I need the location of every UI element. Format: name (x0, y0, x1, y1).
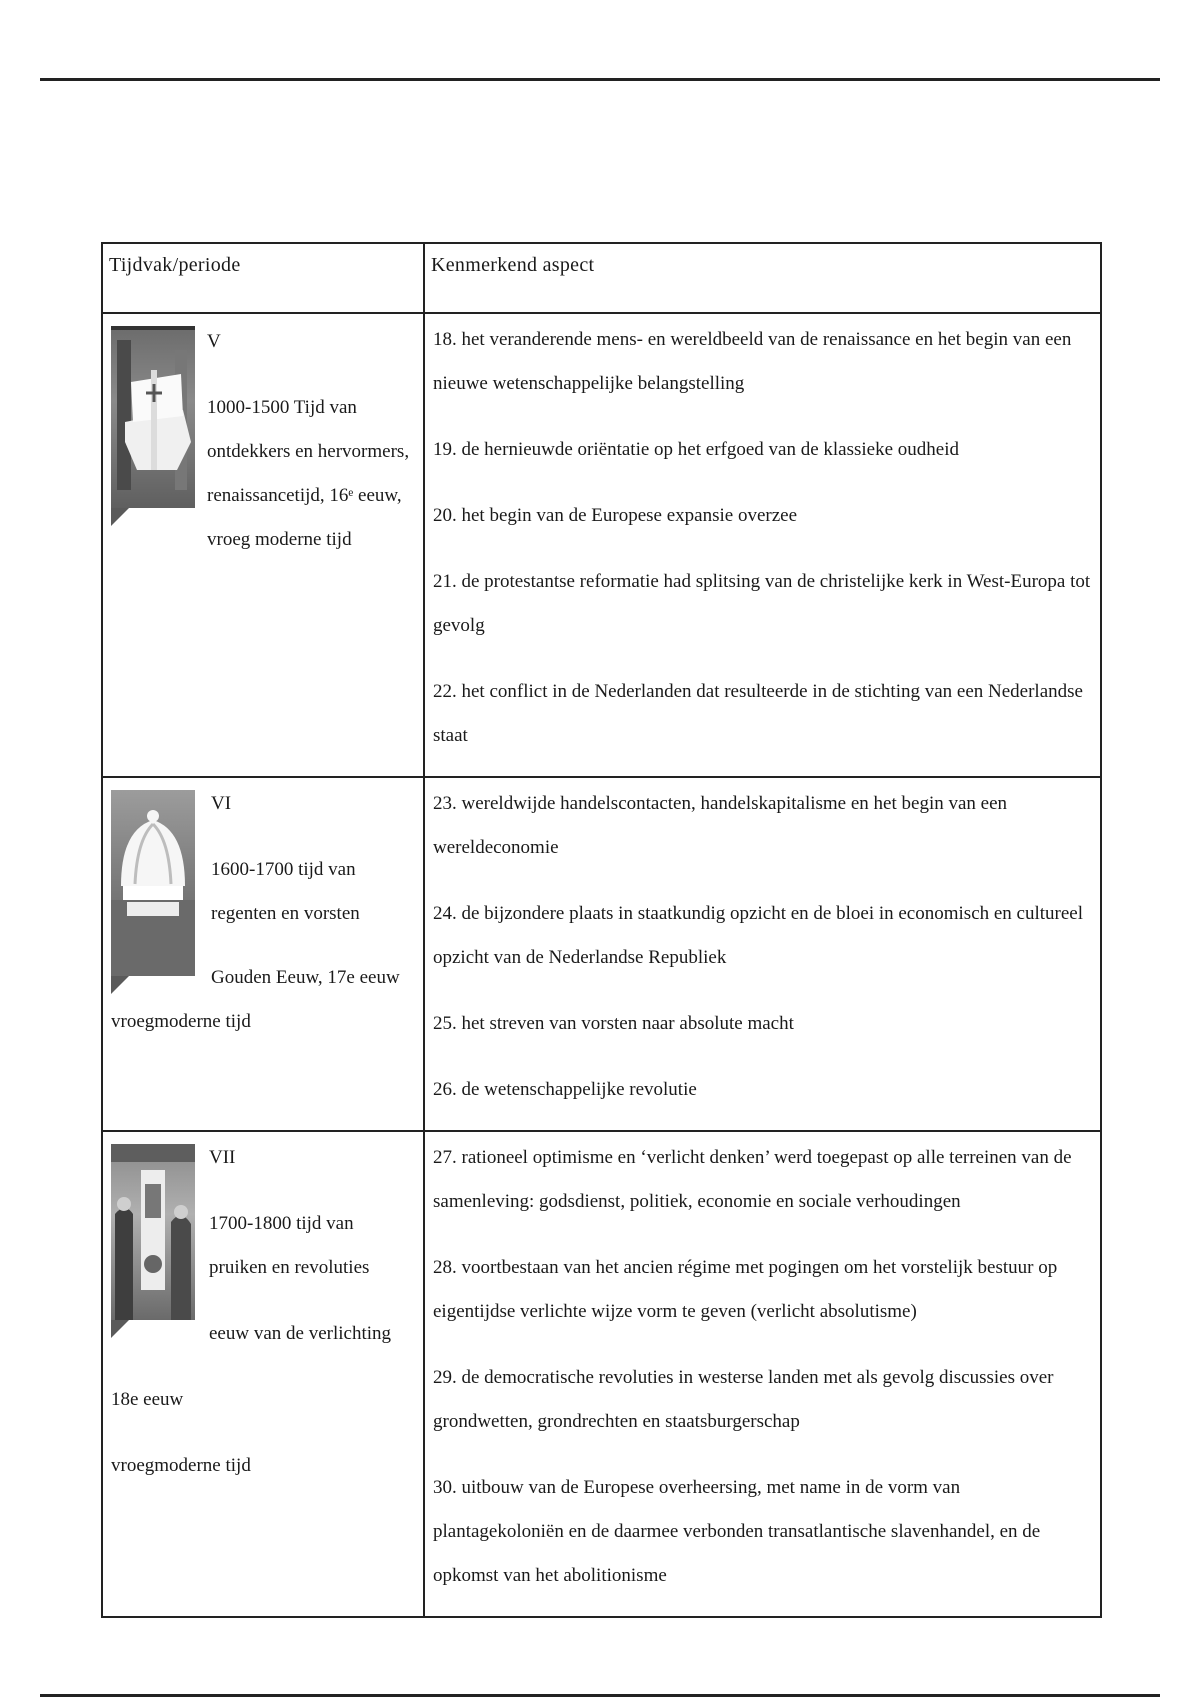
period-description: 1000-1500 Tijd van ontdekkers en hervormers, renaissancetijd, 16ᵉ eeuw, vroeg moderne tijd (207, 397, 410, 550)
aspect-item: 22. het conflict in de Nederlanden dat resulteerde in de stichting van een Nederlandse staat (433, 681, 1083, 746)
period-image (111, 1144, 195, 1338)
period-description: 1700-1800 tijd van pruiken en revoluties (209, 1213, 370, 1278)
period-cell (102, 777, 424, 1131)
period-era: eeuw van de verlichting (209, 1323, 392, 1344)
period-image (111, 326, 195, 526)
aspects-cell (424, 313, 1101, 777)
period-era: Gouden Eeuw, 17e eeuw (211, 967, 400, 988)
table-row (102, 777, 1101, 1131)
timeline-table (101, 242, 1102, 1618)
aspect-item: 29. de democratische revoluties in westerse landen met als gevolg discussies over grondwetten, grondrechten en staatsburgerschap (433, 1367, 1054, 1432)
period-subera: vroegmoderne tijd (111, 1455, 251, 1476)
aspects-cell (424, 777, 1101, 1131)
aspect-item: 18. het veranderende mens- en wereldbeeld van de renaissance en het begin van een nieuwe wetenschappelijke belangstelling (433, 329, 1072, 394)
bottom-rule (40, 1694, 1160, 1697)
aspect-item: 19. de hernieuwde oriëntatie op het erfgoed van de klassieke oudheid (433, 439, 960, 460)
period-numeral: V (207, 331, 221, 352)
aspects-cell (424, 1131, 1101, 1617)
aspect-item: 27. rationeel optimisme en ‘verlicht denken’ werd toegepast op alle terreinen van de samenleving: godsdienst, politiek, economie en sociale verhoudingen (433, 1147, 1072, 1212)
aspect-item: 23. wereldwijde handelscontacten, handelskapitalisme en het begin van een wereldeconomie (433, 793, 1008, 858)
period-description: 1600-1700 tijd van regenten en vorsten (211, 859, 360, 924)
period-image (111, 790, 195, 994)
crown-icon (111, 790, 195, 976)
period-cell (102, 1131, 424, 1617)
aspect-item: 30. uitbouw van de Europese overheersing, met name in de vorm van plantagekoloniën en de daarmee verbonden transatlantische slavenhandel, en de opkomst van het abolitionisme (433, 1477, 1041, 1586)
top-rule (40, 78, 1160, 81)
period-subera: vroegmoderne tijd (111, 1011, 251, 1032)
period-numeral: VI (211, 793, 232, 814)
aspect-item: 21. de protestantse reformatie had splitsing van de christelijke kerk in West-Europa tot gevolg (433, 571, 1091, 636)
revolution-scene-icon (111, 1144, 195, 1320)
aspect-item: 26. de wetenschappelijke revolutie (433, 1079, 697, 1100)
table-header-row (102, 243, 1101, 313)
aspect-item: 25. het streven van vorsten naar absolute macht (433, 1013, 794, 1034)
ship-icon (111, 330, 195, 508)
table-row (102, 313, 1101, 777)
table-row (102, 1131, 1101, 1617)
aspect-item: 20. het begin van de Europese expansie overzee (433, 505, 798, 526)
period-cell (102, 313, 424, 777)
aspect-item: 28. voortbestaan van het ancien régime met pogingen om het vorstelijk bestuur op eigentijdse verlichte wijze vorm te geven (verlicht absolutisme) (433, 1257, 1058, 1322)
period-numeral: VII (209, 1147, 236, 1168)
period-century: 18e eeuw (111, 1389, 184, 1410)
header-aspect: Kenmerkend aspect (424, 243, 1101, 313)
aspect-item: 24. de bijzondere plaats in staatkundig opzicht en de bloei in economisch en cultureel opzicht van de Nederlandse Republiek (433, 903, 1084, 968)
header-period: Tijdvak/periode (102, 243, 424, 313)
